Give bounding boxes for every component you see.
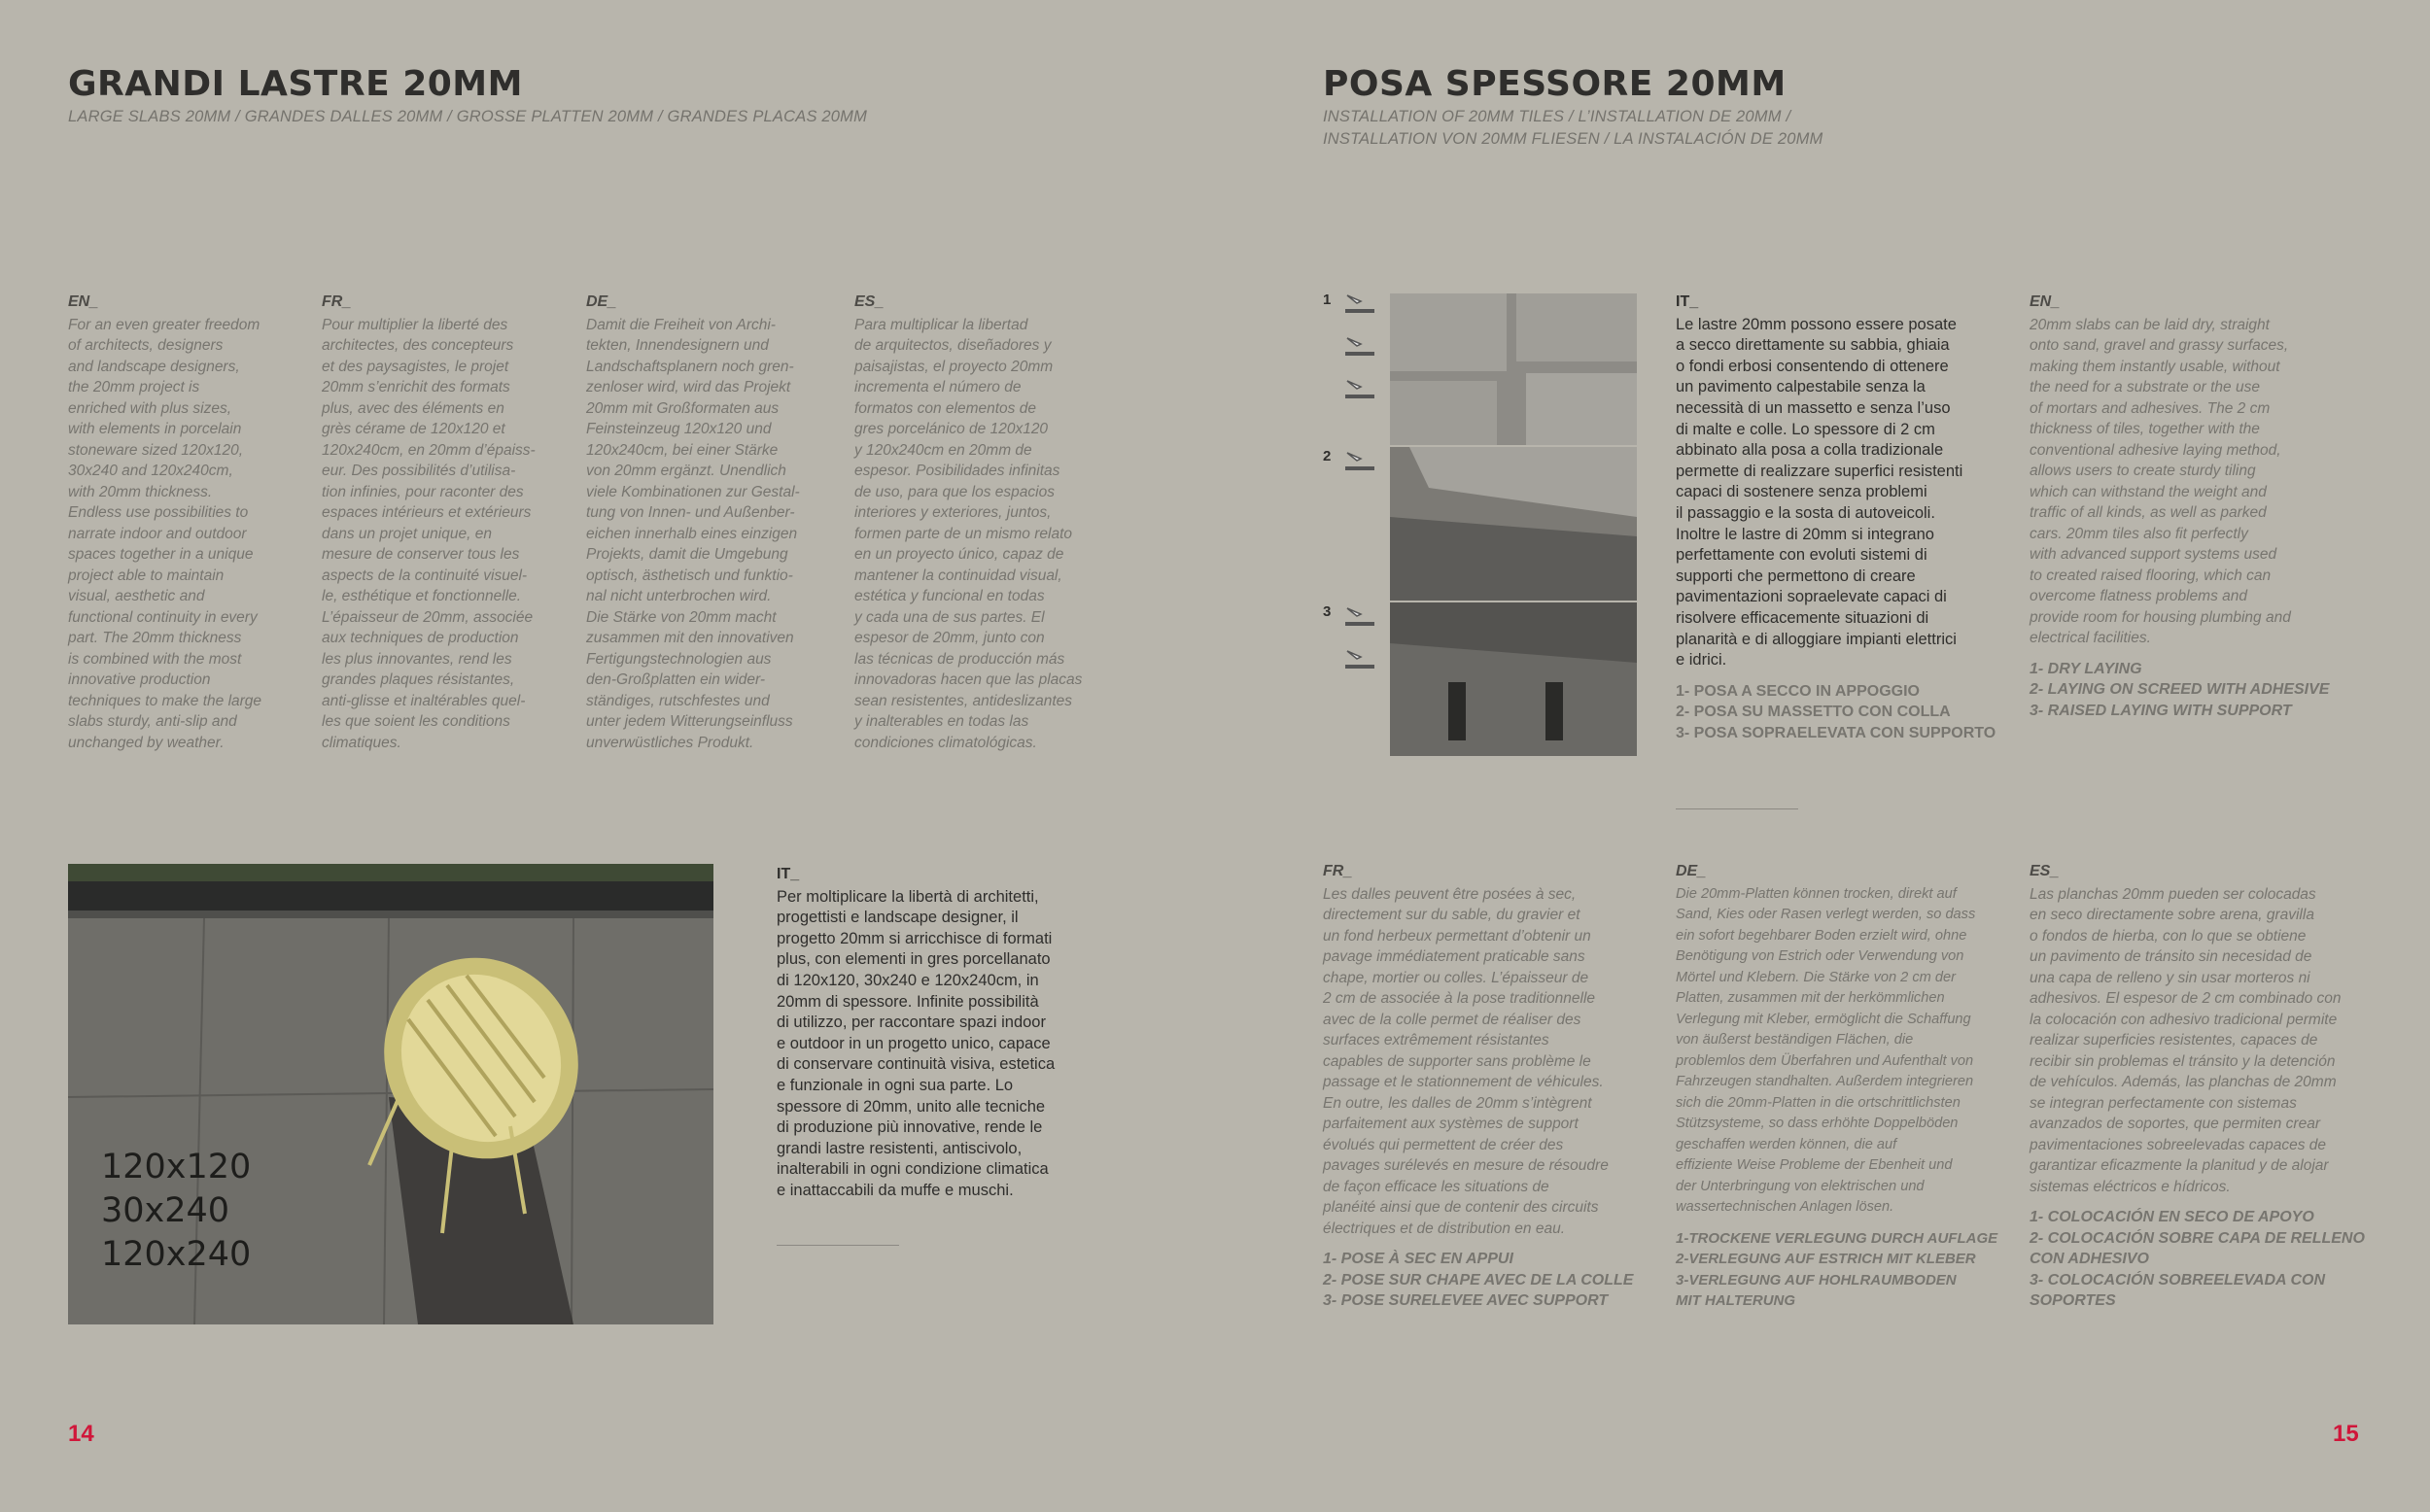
figure-number-2: 2	[1323, 448, 1332, 464]
chair-on-tiles-photo	[68, 864, 713, 1324]
language-label: ES_	[854, 293, 885, 310]
divider	[777, 1245, 899, 1246]
column-text: Per moltiplicare la libertà di architetti, progettisti e landscape designer, il progetto 20mm si arricchisce di formati plus, con elementi in gres porcellanato di 120x120, 30x240 e 120x240cm, in 20mm di spessore. Infinite possibilità di utilizzo, per raccontare spazi indoor e outdoor in un progetto unico, capace di conservare continuità visiva, estetica e funzionale in ogni sua parte. Lo spessore di 20mm, unito alle tecniche di produzione più innovative, rende le grandi lastre resistenti, antiscivolo, inalterabili in ogni condizione climatica e inattaccabili da muffe e muschi.	[777, 887, 1056, 1199]
divider	[1676, 808, 1798, 809]
installation-list: 1- POSA A SECCO IN APPOGGIO 2- POSA SU MASSETTO CON COLLA 3- POSA SOPRAELEVATA CON SUPPORTO	[1676, 682, 1996, 741]
column-text: Las planchas 20mm pueden ser colocadas en seco directamente sobre arena, gravilla o fondos de hierba, con lo que se obtiene un pavimento de tránsito sin necesidad de una capa de relleno y sin usar morteros ni adhesivos. El espesor de 2 cm combinado con la colocación con adhesivo tradicional permite realizar superficies resistentes, capaces de recibir sin problemas el tránsito y la detención de vehículos. Además, las planchas de 20mm se integran perfectamente con sistemas avanzados de soportes, que permiten crear pavimentaciones sobreelevadas capaces de garantizar eficazmente la planitud y de alojar sistemas eléctricos e hídricos.	[2030, 885, 2342, 1195]
column-text: Pour multiplier la liberté des architectes, des concepteurs et des paysagistes, le projet 20mm s’enrichit des formats plus, avec des éléments en grès cérame de 120x120 et 120x240cm, en 20mm d’épaiss- eur. Des possibilités d’utilisa- tion infinies, pour raconter des espaces intérieurs et extérieurs dans un projet unique, en mesure de conserver tous les aspects de la continuité visuel- le, esthétique et fonctionnelle. L’épaisseur de 20mm, associée aux techniques de production les plus innovantes, rend les grandes plaques résistantes, anti-glisse et inaltérables quel- les que soient les conditions climatiques.	[322, 316, 536, 751]
figure-number-1: 1	[1323, 292, 1332, 308]
text-column-en	[68, 292, 301, 753]
text-column-de	[586, 292, 839, 753]
left-page-header	[68, 64, 867, 128]
language-label: FR_	[322, 293, 352, 310]
trowel-icon	[1343, 292, 1376, 319]
page-subtitle: LARGE SLABS 20MM / GRANDES DALLES 20MM / GROSSE PLATTEN 20MM / GRANDES PLACAS 20MM	[68, 108, 868, 125]
page-title: POSA SPESSORE 20MM	[1323, 64, 1787, 104]
page-subtitle: INSTALLATION OF 20MM TILES / L’INSTALLATION DE 20MM / INSTALLATION VON 20MM FLIESEN / LA INSTALACIÓN DE 20MM	[1323, 108, 1823, 148]
page-title: GRANDI LASTRE 20MM	[68, 64, 523, 104]
text-column-de	[1676, 861, 2011, 1312]
column-text: 20mm slabs can be laid dry, straight onto sand, gravel and grassy surfaces, making them instantly usable, without the need for a substrate or the use of mortars and adhesives. The 2 cm thickness of tiles, together with the conventional adhesive laying method, allows users to create sturdy tiling which can withstand the weight and traffic of all kinds, as well as parked cars. 20mm tiles also fit perfectly with advanced support systems used to created raised flooring, which can overcome flatness problems and provide room for housing plumbing and electrical facilities.	[2030, 316, 2291, 646]
text-column-it	[1676, 292, 2006, 743]
text-column-es	[2030, 861, 2365, 1312]
page-number-right: 15	[2333, 1421, 2359, 1447]
column-text: Die 20mm-Platten können trocken, direkt auf Sand, Kies oder Rasen verlegt werden, so dass ein sofort begehbarer Boden erzielt wird, ohne Benötigung von Estrich oder Verwendung von Mörtel und Klebern. Die Stärke von 2 cm der Platten, zusammen mit der herkömmlichen Verlegung mit Kleber, ermöglicht die Schaffung von äußerst beständigen Flächen, die problemlos dem Überfahren und Aufenthalt von Fahrzeugen standhalten. Außerdem integrieren sich die 20mm-Platten in die ortschrittlichsten Stützsysteme, so dass erhöhte Doppelböden geschaffen werden können, die auf effiziente Weise Probleme der Ebenheit und der Unterbringung von elektrischen und wassertechnischen Anlagen lösen.	[1676, 885, 1976, 1215]
text-column-it	[777, 864, 1107, 1202]
language-label: DE_	[1676, 863, 1707, 879]
column-text: Para multiplicar la libertad de arquitectos, diseñadores y paisajistas, el proyecto 20mm incrementa el número de formatos con elementos de gres porcelánico de 120x120 y 120x240cm en 20mm de espesor. Posibilidades infinitas de uso, para que los espacios interiores y exteriores, juntos, formen parte de un mismo relato en un proyecto único, capaz de mantener la continuidad visual, estética y funcional en todas y cada una de sus partes. El espesor de 20mm, junto con las técnicas de producción más innovadoras hacen que las placas sean resistentes, antideslizantes y inalterables en todas las condiciones climatológicas.	[854, 316, 1083, 751]
column-text: Le lastre 20mm possono essere posate a secco direttamente su sabbia, ghiaia o fondi erbosi consentendo di ottenere un pavimento calpestabile senza la necessità di un massetto e senza l’uso di malte e colle. Lo spessore di 2 cm abbinato alla posa a colla tradizionale permette di realizzare superfici resistenti capaci di sostenere senza problemi il passaggio e la sosta di autoveicoli. Inoltre le lastre di 20mm si integrano perfettamente con evoluti sistemi di supporti che permettono di creare pavimentazioni sopraelevate capaci di risolvere efficacemente situazioni di planarità e di alloggiare impianti elettrici e idrici.	[1676, 315, 1963, 670]
language-label: IT_	[1676, 293, 1699, 310]
installation-list: 1-TROCKENE VERLEGUNG DURCH AUFLAGE 2-VERLEGUNG AUF ESTRICH MIT KLEBER 3-VERLEGUNG AUF HOHLRAUMBODEN MIT HALTERUNG	[1676, 1229, 1998, 1309]
language-label: EN_	[2030, 293, 2061, 310]
language-label: FR_	[1323, 863, 1353, 879]
trowel-icon	[1343, 377, 1376, 404]
page-number-left: 14	[68, 1421, 94, 1447]
trowel-icon	[1343, 334, 1376, 361]
language-label: EN_	[68, 293, 99, 310]
trowel-icon	[1343, 647, 1376, 674]
figure-number-3: 3	[1323, 603, 1332, 620]
right-page-header	[1323, 64, 1822, 151]
language-label: DE_	[586, 293, 617, 310]
column-text: Les dalles peuvent être posées à sec, directement sur du sable, du gravier et un fond herbeux permettant d’obtenir un pavage immédiatement praticable sans chape, mortier ou colles. L’épaisseur de 2 cm de associée à la pose traditionnelle avec de la colle permet de réaliser des surfaces extrêmement résistantes capables de supporter sans problème le passage et le stationnement de véhicules. En outre, les dalles de 20mm s’intègrent parfaitement aux systèmes de support évolués qui permettent de créer des pavages surélevés en mesure de résoudre de façon efficace les situations de planéité ainsi que de contenir des circuits électriques et de distribution en eau.	[1323, 885, 1609, 1237]
language-label: ES_	[2030, 863, 2060, 879]
trowel-icon	[1343, 449, 1376, 476]
column-text: Damit die Freiheit von Archi- tekten, Innendesignern und Landschaftsplanern noch gren- zenloser wird, wird das Projekt 20mm mit Großformaten aus Feinsteinzeug 120x120 und 120x240cm, bei einer Stärke von 20mm ergänzt. Unendlich viele Kombinationen zur Gestal- tung von Innen- und Außenber- eichen innerhalb eines einzigen Projekts, damit die Umgebung optisch, ästhetisch und funktio- nal nicht unterbrochen wird. Die Stärke von 20mm macht zusammen mit den innovativen Fertigungstechnologien aus den-Großplatten ein wider- ständiges, rutschfestes und unter jedem Witterungseinfluss unverwüstliches Produkt.	[586, 316, 800, 751]
column-text: For an even greater freedom of architects, designers and landscape designers, the 20mm project is enriched with plus sizes, with elements in porcelain stoneware sized 120x120, 30x240 and 120x240cm, with 20mm thickness. Endless use possibilities to narrate indoor and outdoor spaces together in a unique project able to maintain visual, aesthetic and functional continuity in every part. The 20mm thickness is combined with the most innovative production techniques to make the large slabs sturdy, anti-slip and unchanged by weather.	[68, 316, 262, 751]
installation-list: 1- DRY LAYING 2- LAYING ON SCREED WITH ADHESIVE 3- RAISED LAYING WITH SUPPORT	[2030, 660, 2330, 719]
text-column-fr	[322, 292, 574, 753]
language-label: IT_	[777, 866, 800, 882]
installation-list: 1- COLOCACIÓN EN SECO DE APOYO 2- COLOCACIÓN SOBRE CAPA DE RELLENO CON ADHESIVO 3- COLOCACIÓN SOBREELEVADA CON SOPORTES	[2030, 1209, 2365, 1309]
text-column-fr	[1323, 861, 1653, 1312]
text-column-es	[854, 292, 1117, 753]
installation-photos	[1390, 293, 1637, 756]
trowel-icon	[1343, 604, 1376, 632]
installation-list: 1- POSE À SEC EN APPUI 2- POSE SUR CHAPE AVEC DE LA COLLE 3- POSE SURELEVEE AVEC SUPPORT	[1323, 1251, 1634, 1309]
tile-size-label: 120x120 30x240 120x240	[101, 1148, 252, 1274]
text-column-en	[2030, 292, 2360, 721]
